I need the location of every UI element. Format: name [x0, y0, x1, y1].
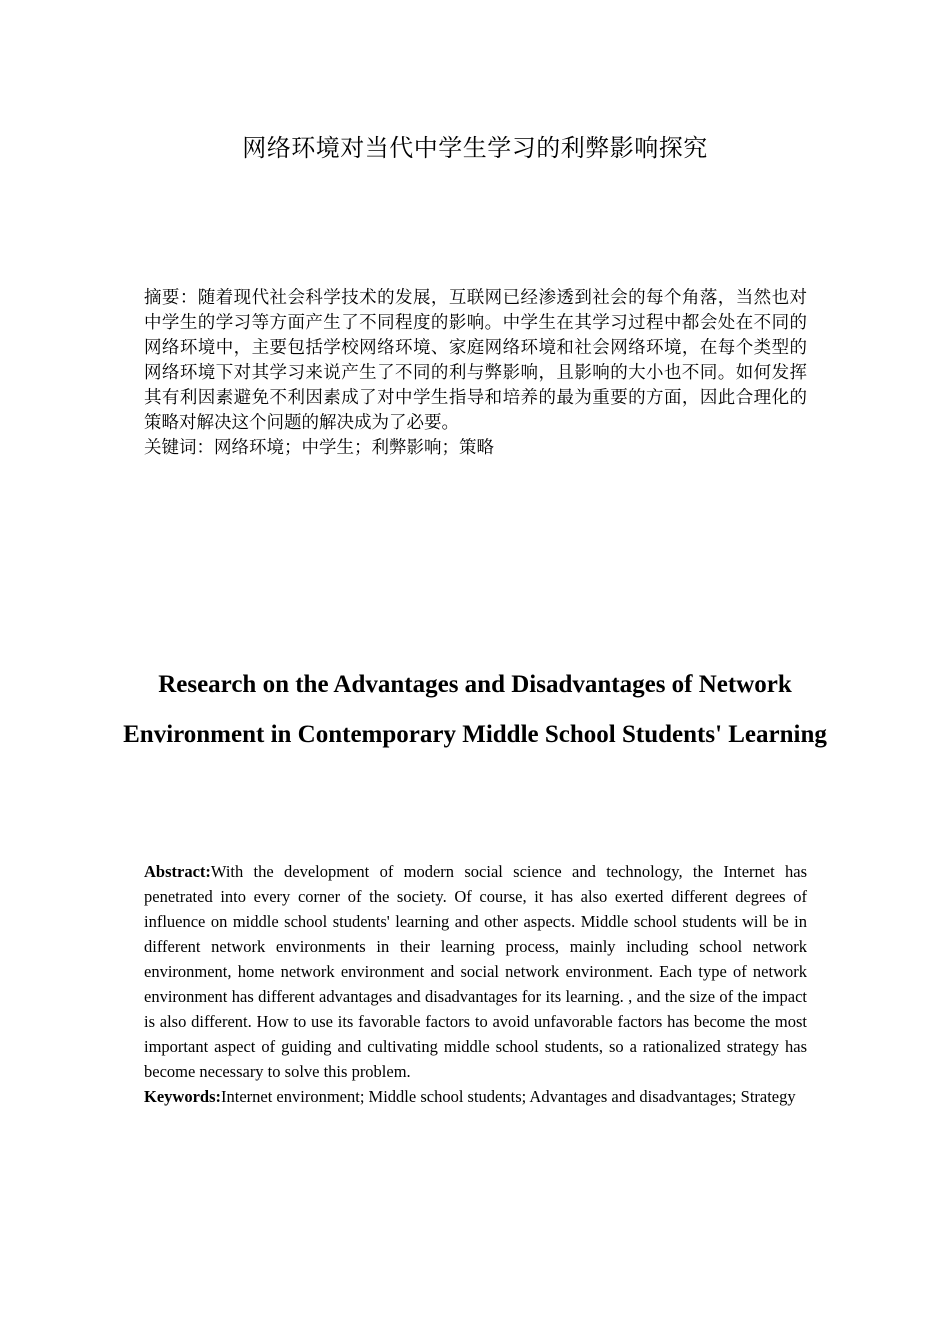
english-abstract-section: [144, 859, 807, 1109]
chinese-abstract-section: [144, 286, 807, 461]
english-keywords-label: Keywords:: [144, 1087, 221, 1106]
english-abstract-paragraph: [144, 859, 807, 1084]
chinese-keywords-label: 关键词：: [144, 438, 214, 458]
english-keywords-text: Internet environment; Middle school students; Advantages and disadvantages; Strategy: [221, 1087, 796, 1106]
chinese-abstract-text: 随着现代社会科学技术的发展，互联网已经渗透到社会的每个角落，当然也对中学生的学习等方面产生了不同程度的影响。中学生在其学习过程中都会处在不同的网络环境中，主要包括学校网络环境、家庭网络环境和社会网络环境，在每个类型的网络环境下对其学习来说产生了不同的利与弊影响，且影响的大小也不同。如何发挥其有利因素避免不利因素成了对中学生指导和培养的最为重要的方面，因此合理化的策略对解决这个问题的解决成为了必要。: [144, 288, 808, 433]
english-title: Research on the Advantages and Disadvantages of Network Environment in Contemporary Middle School Students' Learning: [123, 671, 827, 748]
chinese-title: 网络环境对当代中学生学习的利弊影响探究: [242, 134, 708, 162]
chinese-abstract-label: 摘要：: [144, 288, 198, 308]
english-keywords-paragraph: [144, 1084, 807, 1109]
chinese-keywords-text: 网络环境；中学生；利弊影响；策略: [214, 438, 494, 458]
chinese-keywords-paragraph: [144, 436, 807, 461]
english-abstract-label: Abstract:: [144, 862, 211, 881]
english-abstract-text: With the development of modern social science and technology, the Internet has penetrated into every corner of the society. Of course, it has also exerted different degrees of influence on middle school students' learning and other aspects. Middle school students will be in different network environments in their learning process, mainly including school network environment, home network environment and social network environment. Each type of network environment has different advantages and disadvantages for its learning. , and the size of the impact is also different. How to use its favorable factors to avoid unfavorable factors has become the most important aspect of guiding and cultivating middle school students, so a rationalized strategy has become necessary to solve this problem.: [144, 862, 807, 1081]
chinese-abstract-paragraph: [144, 286, 807, 436]
